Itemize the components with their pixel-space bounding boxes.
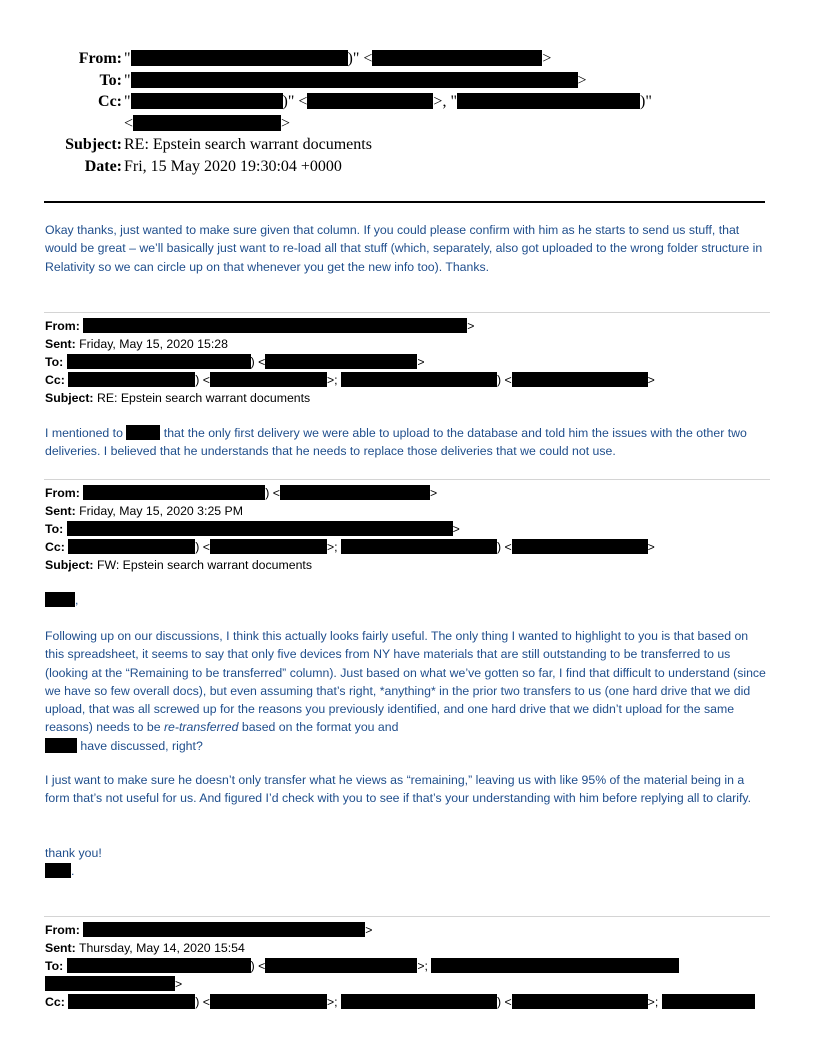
quoted-subject: RE: Epstein search warrant documents	[96, 391, 311, 405]
message-body: I mentioned to that the only first delivery we were able to upload to the database and told him the issues with the other two deliveries. I believed that he understands that he needs to replace those deliveries that we could not use.	[45, 426, 747, 459]
header-cc-row: Cc: " )" < >, " )"	[98, 93, 652, 110]
redaction	[45, 863, 71, 878]
redaction	[341, 539, 497, 554]
redaction	[126, 425, 160, 440]
divider	[44, 312, 770, 313]
redaction	[45, 976, 175, 991]
redaction	[307, 93, 433, 109]
redaction	[512, 539, 648, 554]
header-date-row	[0, 158, 816, 180]
sent-date: Friday, May 15, 2020 15:28	[79, 337, 228, 351]
redaction	[68, 372, 195, 387]
header-divider	[44, 201, 765, 203]
header-subject-row	[0, 136, 816, 158]
quoted-header: From: > Sent: Friday, May 15, 2020 15:28 To: ) < > Cc: ) < >; ) < > Subject: RE: Epstein search warrant documents	[45, 319, 655, 405]
header-from-row: From: " )" < >	[78, 50, 552, 67]
redaction	[131, 72, 578, 88]
redaction	[210, 372, 327, 387]
redaction	[45, 738, 77, 753]
header-to-row: To: " >	[99, 71, 587, 89]
message-body: Okay thanks, just wanted to make sure given that column. If you could please confirm with him as he starts to send us stuff, that would be great – we’ll basically just want to re-load all that stuff (which, separately, also got uploaded to the wrong folder structure in Relativity so we can circle up on that whenever you get the new info too). Thanks.	[45, 223, 763, 274]
redaction	[210, 539, 327, 554]
redaction	[280, 485, 430, 500]
redaction	[83, 318, 467, 333]
redaction	[210, 994, 327, 1009]
redaction	[662, 994, 755, 1009]
header-cc-label: Cc:	[98, 93, 122, 110]
header-date-label: Date:	[84, 157, 122, 175]
redaction	[83, 485, 265, 500]
divider	[44, 479, 770, 480]
redaction	[341, 994, 497, 1009]
message-body: Following up on our discussions, I think this actually looks fairly useful. The only thing I wanted to highlight to you is that based on this spreadsheet, it seems to say that only five devices from NY have materials that are still outstanding to be transferred to us (looking at the “Remaining to be transferred” column). Just based on what we’ve gotten so far, I find that difficult to understand (since we have so few overall docs), but even assuming that’s right, *anything* in the prior two transfers to us (one hard drive that we did upload, that was all screwed up for the reasons you previously identified, and one hard drive that we didn’t upload for the same reasons) needs to be re-transferred based on the format you and have discussed, right?	[45, 629, 766, 753]
email-header: From: " )" < > To: " > Cc: " )" < >, " )" < > Subject: RE: Epstein search warrant documents Date: Fri, 15 May 2020 19:30:04 +0000	[0, 50, 816, 179]
redaction	[512, 994, 648, 1009]
message-body: I just want to make sure he doesn’t only transfer what he views as “remaining,” leaving us with like 95% of the material being in a form that’s not useful for us. And figured I’d check with you to see if that’s your understanding with him before replying all to clarify.	[45, 773, 752, 806]
header-date: Fri, 15 May 2020 19:30:04 +0000	[124, 157, 342, 175]
sign-off: thank you! .	[45, 846, 102, 879]
header-to-label: To:	[99, 71, 122, 89]
header-subject: RE: Epstein search warrant documents	[124, 136, 372, 153]
redaction	[131, 93, 283, 109]
redaction	[133, 115, 281, 131]
redaction	[512, 372, 648, 387]
redaction	[68, 539, 195, 554]
redaction	[67, 354, 251, 369]
sent-date: Friday, May 15, 2020 3:25 PM	[79, 504, 243, 518]
divider	[44, 916, 770, 917]
redaction	[457, 93, 640, 109]
redaction	[431, 958, 679, 973]
redaction	[68, 994, 195, 1009]
redaction	[67, 958, 251, 973]
quoted-header: From: ) < > Sent: Friday, May 15, 2020 3:25 PM To: > Cc: ) < >; ) < > Subject: FW: Epstein search warrant documents	[45, 486, 655, 572]
redaction	[265, 354, 417, 369]
redaction	[45, 592, 75, 607]
redaction	[265, 958, 417, 973]
redaction	[131, 50, 348, 66]
sent-date: Thursday, May 14, 2020 15:54	[78, 941, 245, 955]
redaction	[372, 50, 542, 66]
greeting: ,	[45, 591, 770, 609]
quoted-subject: FW: Epstein search warrant documents	[96, 558, 312, 572]
header-subject-label: Subject:	[65, 136, 122, 153]
header-from-label: From:	[78, 50, 122, 67]
redaction	[67, 521, 453, 536]
redaction	[83, 922, 365, 937]
redaction	[341, 372, 497, 387]
quoted-header: From: > Sent: Thursday, May 14, 2020 15:54 To: ) < >; > Cc: ) < >; ) < >;	[45, 921, 775, 1011]
